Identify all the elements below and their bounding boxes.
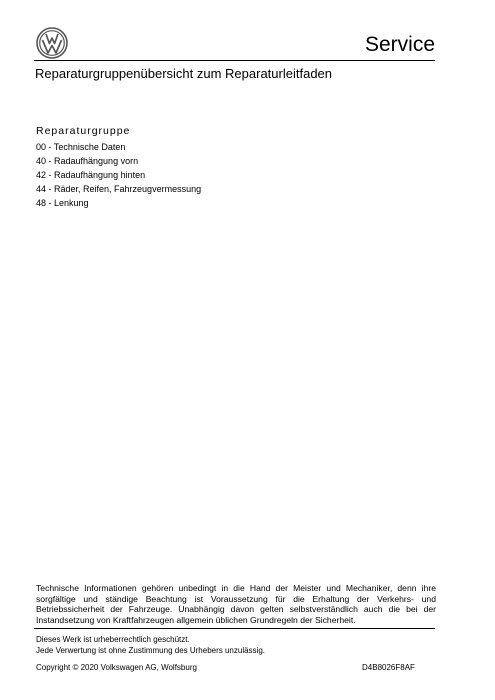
repair-group-item[interactable]: 00 - Technische Daten bbox=[36, 142, 126, 152]
copyright-text: Copyright © 2020 Volkswagen AG, Wolfsburg bbox=[36, 663, 197, 672]
safety-notice: Technische Informationen gehören unbedingt in die Hand der Meister und Mechaniker, denn ihre sorgfältige und ständige Beachtung ist Voraussetzung für die Erhaltung der Verkehrs- und Betriebssicherheit der Fahrzeuge. Unabhängig davon gelten selbstverständlich auch die bei der Instandsetzung von Kraftfahrzeugen allgemein üblichen Grundregeln der Sicherheit. bbox=[36, 583, 436, 625]
copyright-note-line1: Dieses Werk ist urheberrechtlich geschützt. bbox=[36, 635, 190, 644]
vw-logo-icon bbox=[36, 27, 68, 59]
copyright-note-line2: Jede Verwertung ist ohne Zustimmung des Urhebers unzulässig. bbox=[36, 646, 266, 655]
repair-group-item[interactable]: 48 - Lenkung bbox=[36, 198, 89, 208]
repair-group-item[interactable]: 44 - Räder, Reifen, Fahrzeugvermessung bbox=[36, 184, 202, 194]
footer-divider bbox=[34, 628, 435, 629]
repair-group-heading: Reparaturgruppe bbox=[36, 125, 131, 137]
document-title: Reparaturgruppenübersicht zum Reparaturleitfaden bbox=[35, 66, 333, 81]
copyright-notes bbox=[36, 634, 265, 656]
repair-group-section bbox=[36, 124, 201, 210]
document-id: D4B8026F8AF bbox=[362, 663, 415, 672]
repair-group-item[interactable]: 40 - Radaufhängung vorn bbox=[36, 156, 139, 166]
header-divider bbox=[34, 60, 435, 61]
repair-group-item[interactable]: 42 - Radaufhängung hinten bbox=[36, 170, 146, 180]
service-label: Service bbox=[364, 33, 435, 56]
